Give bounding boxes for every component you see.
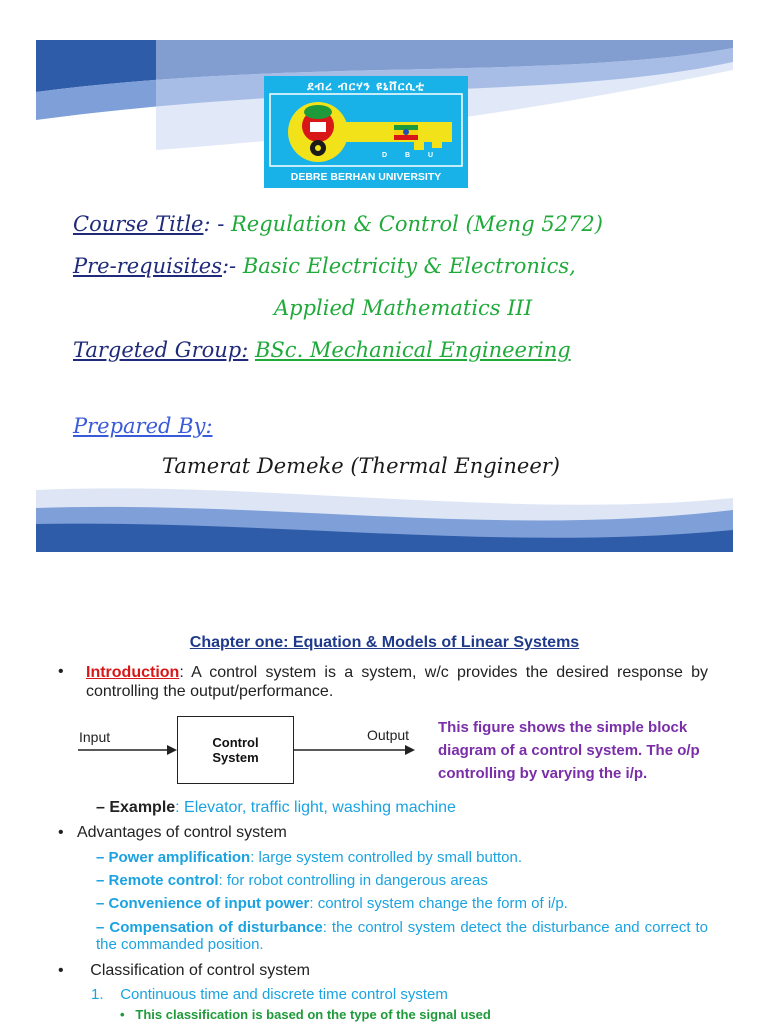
targeted-group-line <box>73 340 571 361</box>
classification-sub-item: • This classification is based on the type of the signal used <box>120 1007 491 1022</box>
example-label: Example <box>109 799 176 816</box>
university-logo <box>264 76 468 188</box>
classification-number: 1. <box>91 986 104 1003</box>
advantages-heading: Advantages of control system <box>76 824 287 841</box>
classification-item <box>91 986 448 1003</box>
example-text: : Elevator, traffic light, washing machine <box>175 799 456 816</box>
course-title-line <box>73 214 603 235</box>
prereq-line2: Applied Mathematics III <box>274 296 533 320</box>
intro-paragraph <box>86 663 708 701</box>
diagram-input-label: Input <box>79 729 111 745</box>
logo-university-name: DEBRE BERHAN UNIVERSITY <box>290 171 442 183</box>
course-title-value: Regulation & Control (Meng 5272) <box>231 212 603 236</box>
advantage-label: Compensation of disturbance <box>109 919 323 936</box>
control-system-block <box>177 716 294 784</box>
block-line2: System <box>212 750 259 765</box>
advantage-text: : the control system detect the disturbance and correct to the commanded position. <box>96 919 708 953</box>
advantage-item: – Remote control: for robot controlling in dangerous areas <box>96 872 488 889</box>
course-title-sep: : - <box>203 212 231 236</box>
advantage-item: – Compensation of disturbance: the control system detect the disturbance and correct to the commanded position. <box>96 919 708 953</box>
prereq-sep: :- <box>221 254 243 278</box>
chapter-title: Chapter one: Equation & Models of Linear Systems <box>189 634 580 651</box>
title-slide <box>36 40 733 552</box>
bullet-dot-icon: • <box>58 663 64 680</box>
advantage-label: Convenience of input power <box>108 895 310 912</box>
advantage-label: Remote control <box>108 872 219 889</box>
logo-amharic-text: ደብረ ብርሃን ዩኒቨርሲቲ <box>307 79 425 93</box>
advantage-text: : large system controlled by small button. <box>250 849 523 866</box>
block-line1: Control <box>212 735 259 750</box>
prepared-by-name: Tamerat Demeke (Thermal Engineer) <box>162 454 560 478</box>
intro-label: Introduction <box>86 664 180 681</box>
advantage-text: : for robot controlling in dangerous areas <box>218 872 488 889</box>
chapter-slide <box>36 586 733 1024</box>
figure-note: This figure shows the simple block diagram of a control system. The o/p controlling by varying the i/p. <box>438 719 700 782</box>
classification-text: Continuous time and discrete time control system <box>120 986 448 1003</box>
advantage-label: Power amplification <box>108 849 251 866</box>
diagram-output-label: Output <box>367 727 410 743</box>
classification-sub-text: This classification is based on the type of the signal used <box>135 1007 491 1022</box>
prereq-label: Pre-requisites <box>73 254 222 278</box>
targeted-group-label: Targeted Group: <box>73 338 249 362</box>
prepared-by-label: Prepared By: <box>73 414 213 438</box>
logo-abbreviation: D B U <box>382 152 442 159</box>
advantage-item: – Convenience of input power: control system change the form of i/p. <box>96 895 568 912</box>
classification-heading-line: • Classification of control system <box>58 962 310 979</box>
prereq-line <box>73 256 576 277</box>
advantage-text: : control system change the form of i/p. <box>309 895 568 912</box>
bottom-wave-decoration <box>36 480 733 552</box>
intro-text: : A control system is a system, w/c provides the desired response by controlling the output/performance. <box>86 664 708 700</box>
advantage-item: – Power amplification: large system controlled by small button. <box>96 849 523 866</box>
targeted-group-value: BSc. Mechanical Engineering <box>254 338 571 362</box>
example-line: – Example: Elevator, traffic light, washing machine <box>96 799 456 816</box>
classification-heading: Classification of control system <box>90 962 310 979</box>
advantages-heading-line: • Advantages of control system <box>58 824 287 841</box>
course-title-label: Course Title <box>73 212 204 236</box>
prereq-line1: Basic Electricity & Electronics, <box>242 254 576 278</box>
